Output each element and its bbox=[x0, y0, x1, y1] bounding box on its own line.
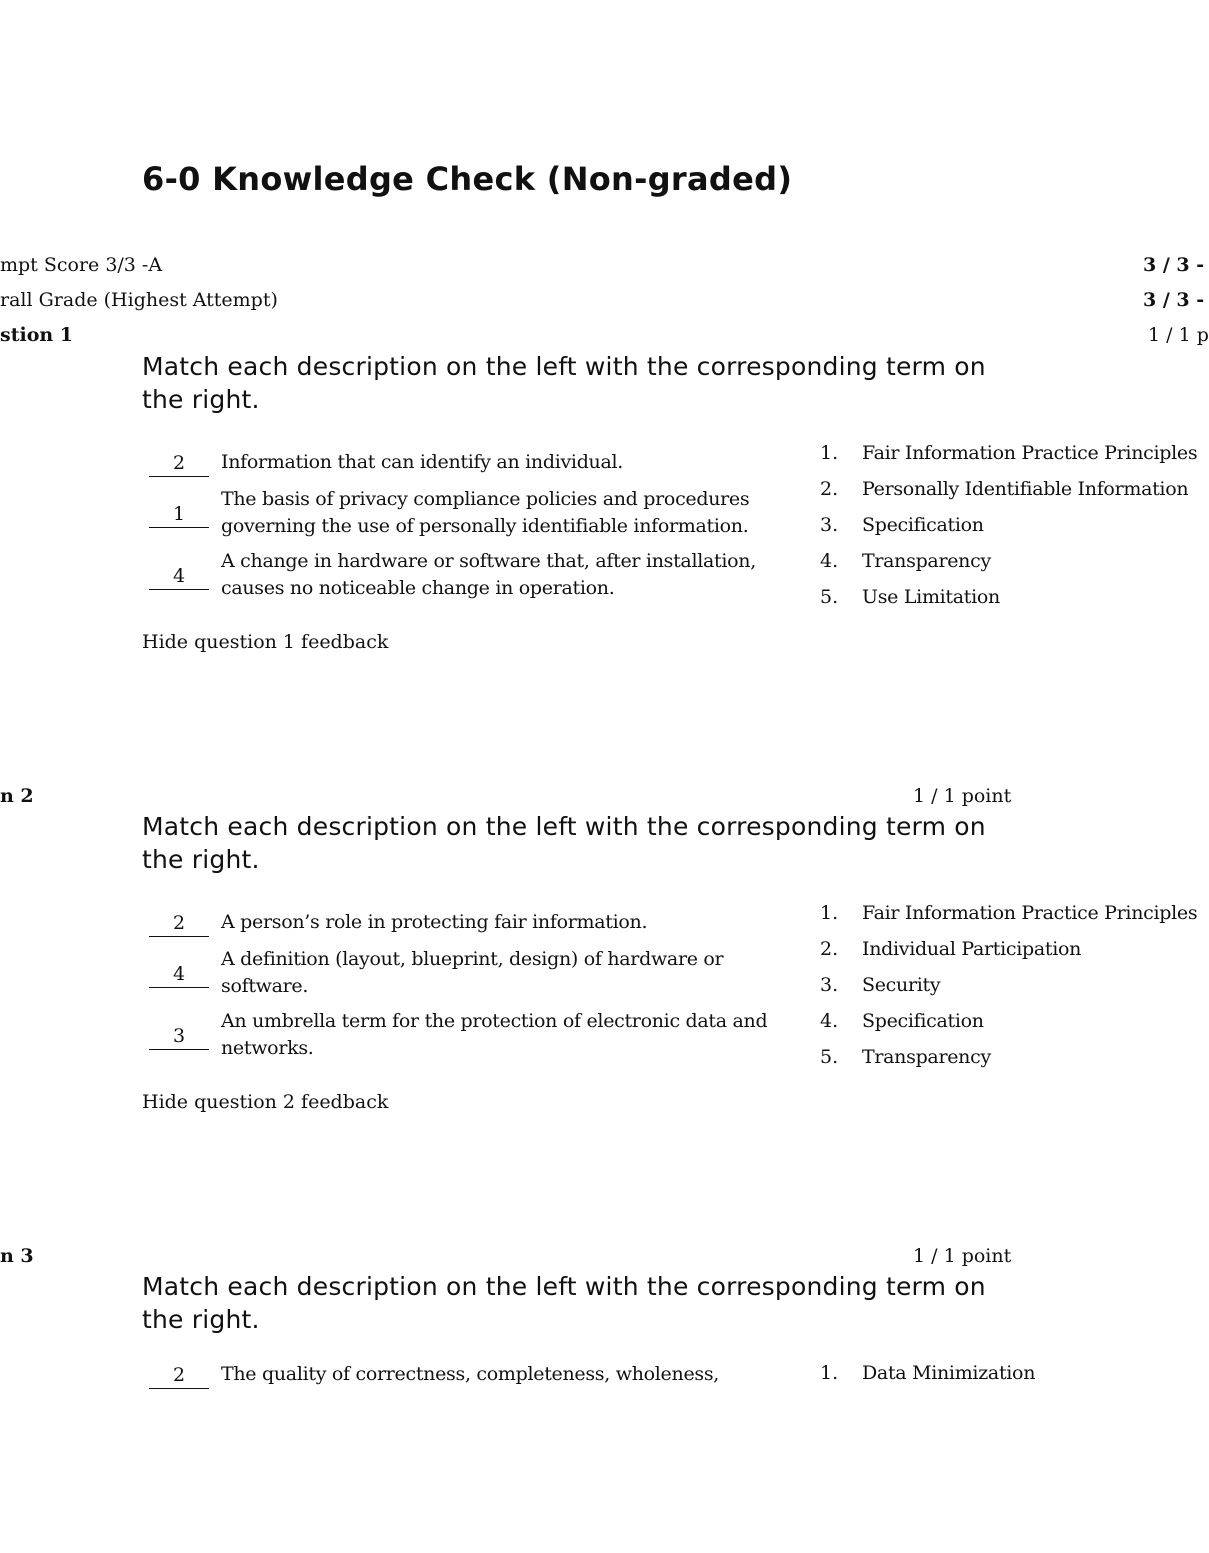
match-description: A definition (layout, blueprint, design) of hardware or software. bbox=[221, 948, 724, 997]
answer-blank[interactable]: 4 bbox=[149, 963, 209, 988]
overall-grade-label: rall Grade (Highest Attempt) bbox=[0, 289, 278, 311]
term-number: 3. bbox=[820, 974, 839, 996]
term-text: Specification bbox=[862, 1010, 984, 1032]
term-number: 5. bbox=[820, 1046, 839, 1068]
match-description: The quality of correctness, completeness, wholeness, bbox=[221, 1363, 720, 1385]
question-points: 1 / 1 point bbox=[913, 1245, 1012, 1267]
term-text: Use Limitation bbox=[862, 586, 1000, 608]
term-number: 1. bbox=[820, 1362, 839, 1384]
term-text: Transparency bbox=[862, 550, 991, 572]
hide-feedback-link[interactable]: Hide question 1 feedback bbox=[142, 631, 389, 653]
answer-blank[interactable]: 1 bbox=[149, 503, 209, 528]
match-description: An umbrella term for the protection of electronic data and networks. bbox=[221, 1010, 768, 1059]
match-description: The basis of privacy compliance policies and procedures governing the use of personally identifiable information. bbox=[221, 488, 750, 537]
attempt-score-value: 3 / 3 - bbox=[1143, 254, 1205, 276]
term-text: Specification bbox=[862, 514, 984, 536]
term-number: 4. bbox=[820, 550, 839, 572]
answer-blank[interactable]: 3 bbox=[149, 1025, 209, 1050]
question-prompt: Match each description on the left with the corresponding term on the right. bbox=[142, 812, 986, 874]
page-title: 6-0 Knowledge Check (Non-graded) bbox=[142, 160, 793, 198]
term-text: Data Minimization bbox=[862, 1362, 1036, 1384]
question-label: stion 1 bbox=[0, 324, 74, 346]
term-number: 1. bbox=[820, 902, 839, 924]
question-prompt: Match each description on the left with the corresponding term on the right. bbox=[142, 352, 986, 414]
term-text: Fair Information Practice Principles bbox=[862, 442, 1198, 464]
match-description: Information that can identify an individual. bbox=[221, 451, 624, 473]
question-label: n 3 bbox=[0, 1245, 34, 1267]
term-number: 4. bbox=[820, 1010, 839, 1032]
term-text: Security bbox=[862, 974, 941, 996]
term-number: 2. bbox=[820, 938, 839, 960]
term-text: Personally Identifiable Information bbox=[862, 478, 1189, 500]
question-points: 1 / 1 point bbox=[913, 785, 1012, 807]
match-description: A change in hardware or software that, after installation, causes no noticeable change in operation. bbox=[221, 550, 756, 599]
term-number: 5. bbox=[820, 586, 839, 608]
question-prompt: Match each description on the left with the corresponding term on the right. bbox=[142, 1272, 986, 1334]
term-number: 1. bbox=[820, 442, 839, 464]
term-number: 2. bbox=[820, 478, 839, 500]
match-description: A person’s role in protecting fair information. bbox=[221, 911, 648, 933]
question-points: 1 / 1 p bbox=[1148, 324, 1209, 346]
attempt-score-label: mpt Score 3/3 -A bbox=[0, 254, 163, 276]
answer-blank[interactable]: 2 bbox=[149, 912, 209, 937]
answer-blank[interactable]: 4 bbox=[149, 565, 209, 590]
hide-feedback-link[interactable]: Hide question 2 feedback bbox=[142, 1091, 389, 1113]
term-text: Fair Information Practice Principles bbox=[862, 902, 1198, 924]
overall-grade-value: 3 / 3 - bbox=[1143, 289, 1205, 311]
term-number: 3. bbox=[820, 514, 839, 536]
term-text: Individual Participation bbox=[862, 938, 1082, 960]
question-label: n 2 bbox=[0, 785, 34, 807]
answer-blank[interactable]: 2 bbox=[149, 452, 209, 477]
answer-blank[interactable]: 2 bbox=[149, 1364, 209, 1389]
term-text: Transparency bbox=[862, 1046, 991, 1068]
